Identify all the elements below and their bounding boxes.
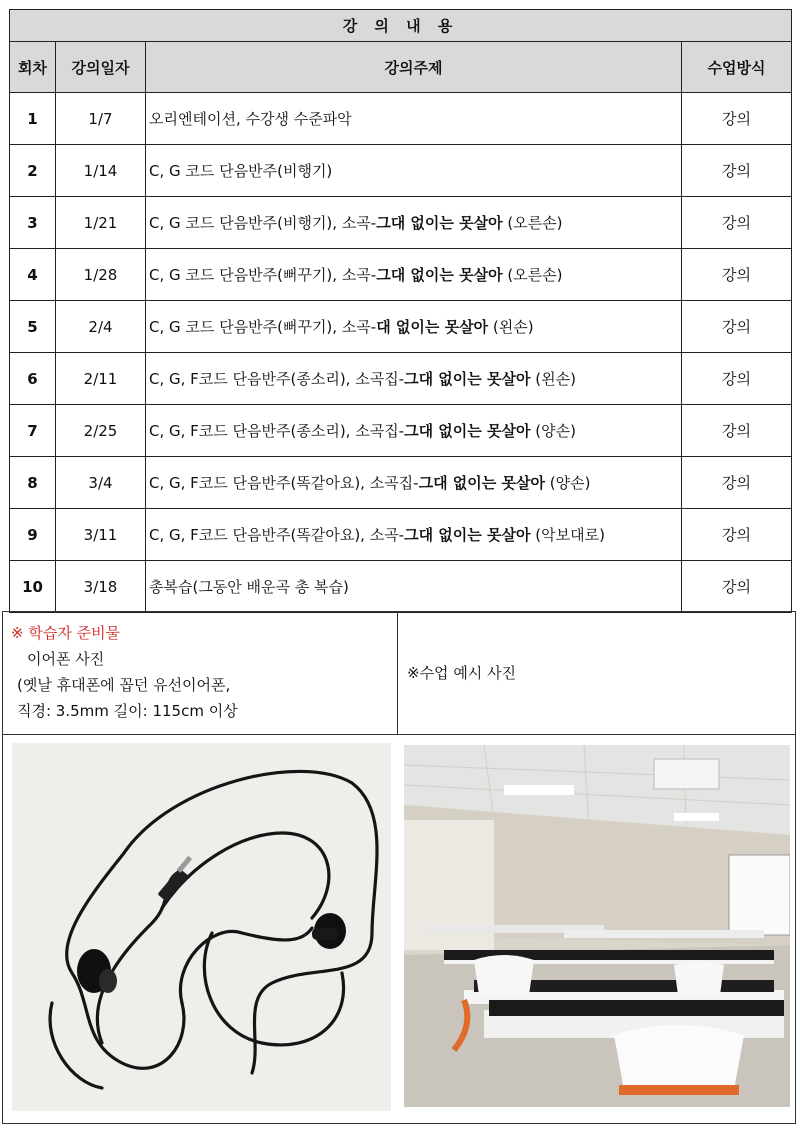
class-mode: 강의 xyxy=(682,93,792,145)
class-mode: 강의 xyxy=(682,249,792,301)
learner-materials xyxy=(11,620,238,724)
topic-suffix: (오른손) xyxy=(502,266,563,284)
class-mode: 강의 xyxy=(682,405,792,457)
topic-suffix: (오른손) xyxy=(502,214,563,232)
class-mode: 강의 xyxy=(682,561,792,613)
session-number: 5 xyxy=(10,301,56,353)
topic-text: 오리엔테이션, 수강생 수준파악 xyxy=(149,110,352,128)
class-mode: 강의 xyxy=(682,301,792,353)
topic-text: C, G 코드 단음반주(뻐꾸기), 소곡- xyxy=(149,266,377,284)
materials-title: ※ 학습자 준비물 xyxy=(11,624,121,642)
lecture-topic xyxy=(146,197,682,249)
divider-vertical xyxy=(397,612,398,734)
classroom-photo xyxy=(404,745,790,1107)
table-row xyxy=(10,93,792,145)
lecture-date: 2/25 xyxy=(56,405,146,457)
lecture-topic xyxy=(146,301,682,353)
session-number: 1 xyxy=(10,93,56,145)
topic-suffix: (왼손) xyxy=(488,318,534,336)
topic-suffix: (악보대로) xyxy=(530,526,605,544)
materials-line-3: 직경: 3.5mm 길이: 115cm 이상 xyxy=(17,702,238,720)
header-no: 회차 xyxy=(10,42,56,93)
header-mode: 수업방식 xyxy=(682,42,792,93)
session-number: 8 xyxy=(10,457,56,509)
topic-song-title: 그대 없이는 못살아 xyxy=(376,266,503,284)
table-row xyxy=(10,561,792,613)
lecture-date: 1/7 xyxy=(56,93,146,145)
table-row xyxy=(10,457,792,509)
lecture-topic xyxy=(146,249,682,301)
table-row xyxy=(10,145,792,197)
session-number: 7 xyxy=(10,405,56,457)
lecture-topic xyxy=(146,145,682,197)
table-row xyxy=(10,509,792,561)
earphone-photo xyxy=(12,743,391,1111)
lecture-date: 2/11 xyxy=(56,353,146,405)
class-mode: 강의 xyxy=(682,353,792,405)
lecture-date: 3/18 xyxy=(56,561,146,613)
table-row xyxy=(10,353,792,405)
topic-song-title: 그대 없이는 못살아 xyxy=(404,370,531,388)
topic-text: C, G, F코드 단음반주(종소리), 소곡집- xyxy=(149,422,405,440)
divider-horizontal xyxy=(3,734,795,735)
lecture-topic xyxy=(146,509,682,561)
lecture-schedule-table xyxy=(9,9,792,613)
lecture-topic xyxy=(146,353,682,405)
lecture-topic xyxy=(146,93,682,145)
topic-song-title: 그대 없이는 못살아 xyxy=(376,214,503,232)
table-row xyxy=(10,301,792,353)
bottom-section xyxy=(2,611,796,1124)
materials-line-1: 이어폰 사진 xyxy=(27,650,105,668)
table-row xyxy=(10,249,792,301)
lecture-date: 3/11 xyxy=(56,509,146,561)
topic-text: C, G 코드 단음반주(비행기), 소곡- xyxy=(149,214,377,232)
class-mode: 강의 xyxy=(682,197,792,249)
topic-text: C, G, F코드 단음반주(똑같아요), 소곡집- xyxy=(149,474,419,492)
topic-text: C, G, F코드 단음반주(똑같아요), 소곡- xyxy=(149,526,405,544)
topic-text: 총복습(그동안 배운곡 총 복습) xyxy=(149,578,349,596)
class-example-title: ※수업 예시 사진 xyxy=(407,664,517,682)
topic-text: C, G 코드 단음반주(비행기) xyxy=(149,162,333,180)
session-number: 4 xyxy=(10,249,56,301)
lecture-topic xyxy=(146,405,682,457)
session-number: 2 xyxy=(10,145,56,197)
header-topic: 강의주제 xyxy=(146,42,682,93)
lecture-date: 1/28 xyxy=(56,249,146,301)
class-mode: 강의 xyxy=(682,509,792,561)
session-number: 3 xyxy=(10,197,56,249)
session-number: 9 xyxy=(10,509,56,561)
topic-text: C, G, F코드 단음반주(종소리), 소곡집- xyxy=(149,370,405,388)
table-row xyxy=(10,197,792,249)
topic-suffix: (왼손) xyxy=(530,370,576,388)
topic-suffix: (양손) xyxy=(530,422,576,440)
topic-song-title: 그대 없이는 못살아 xyxy=(404,526,531,544)
topic-text: C, G 코드 단음반주(뻐꾸기), 소곡- xyxy=(149,318,377,336)
lecture-date: 3/4 xyxy=(56,457,146,509)
lecture-topic xyxy=(146,457,682,509)
topic-song-title: 그대 없이는 못살아 xyxy=(404,422,531,440)
topic-suffix: (양손) xyxy=(544,474,591,492)
table-title: 강 의 내 용 xyxy=(10,10,792,42)
table-header-row xyxy=(10,42,792,93)
topic-song-title: 그대 없이는 못살아 xyxy=(418,474,545,492)
session-number: 6 xyxy=(10,353,56,405)
lecture-date: 1/21 xyxy=(56,197,146,249)
lecture-date: 1/14 xyxy=(56,145,146,197)
session-number: 10 xyxy=(10,561,56,613)
class-mode: 강의 xyxy=(682,457,792,509)
table-row xyxy=(10,405,792,457)
class-mode: 강의 xyxy=(682,145,792,197)
materials-line-2: (옛날 휴대폰에 꼽던 유선이어폰, xyxy=(17,676,231,694)
lecture-date: 2/4 xyxy=(56,301,146,353)
header-date: 강의일자 xyxy=(56,42,146,93)
lecture-topic xyxy=(146,561,682,613)
topic-song-title: 대 없이는 못살아 xyxy=(376,318,489,336)
